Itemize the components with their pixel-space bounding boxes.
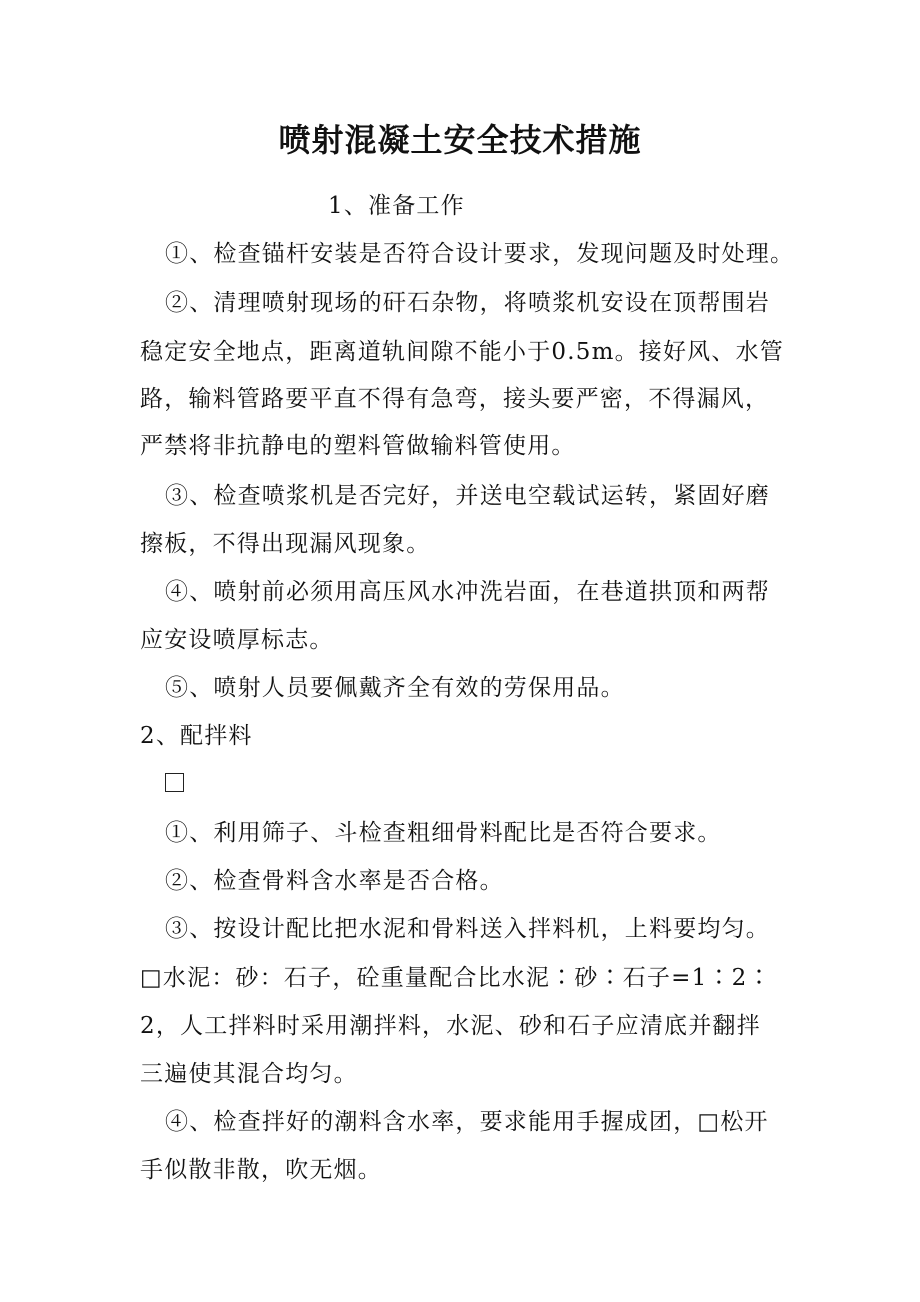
paragraph-line: 擦板，不得出现漏风现象。 [140, 531, 431, 557]
paragraph-line: 稳定安全地点，距离道轨间隙不能小于0.5m。接好风、水管 [140, 339, 784, 365]
paragraph-line: 严禁将非抗静电的塑料管做输料管使用。 [140, 433, 576, 459]
paragraph-line: ⑤、喷射人员要佩戴齐全有效的劳保用品。 [165, 675, 625, 701]
paragraph-line: ④、喷射前必须用高压风水冲洗岩面，在巷道拱顶和两帮 [165, 579, 770, 605]
paragraph-line: 手似散非散，吹无烟。 [140, 1157, 382, 1183]
paragraph-line: 路，输料管路要平直不得有急弯，接头要严密，不得漏风， [140, 386, 770, 412]
section-heading-mixing: 2、配拌料 [140, 723, 253, 749]
paragraph-line: ②、清理喷射现场的矸石杂物，将喷浆机安设在顶帮围岩 [165, 290, 770, 316]
paragraph-line: ③、检查喷浆机是否完好，并送电空载试运转，紧固好磨 [165, 483, 770, 509]
paragraph-line: 三遍使其混合均匀。 [140, 1061, 358, 1087]
paragraph-line: ①、检查锚杆安装是否符合设计要求，发现问题及时处理。 [165, 241, 795, 267]
paragraph-line: □水泥：砂：石子，砼重量配合比水泥∶砂∶石子=1∶2∶ [140, 965, 772, 991]
empty-checkbox-glyph [165, 773, 184, 792]
paragraph-line: 2，人工拌料时采用潮拌料，水泥、砂和石子应清底并翻拌 [140, 1013, 761, 1039]
paragraph-line: ①、利用筛子、斗检查粗细骨料配比是否符合要求。 [165, 820, 722, 846]
paragraph-line: ②、检查骨料含水率是否合格。 [165, 868, 504, 894]
section-heading-preparation: 1、准备工作 [328, 193, 465, 219]
paragraph-line: ③、按设计配比把水泥和骨料送入拌料机，上料要均匀。 [165, 916, 770, 942]
page-title: 喷射混凝土安全技术措施 [278, 121, 642, 159]
paragraph-line: 应安设喷厚标志。 [140, 627, 334, 653]
paragraph-line: ④、检查拌好的潮料含水率，要求能用手握成团，□松开 [165, 1109, 769, 1135]
